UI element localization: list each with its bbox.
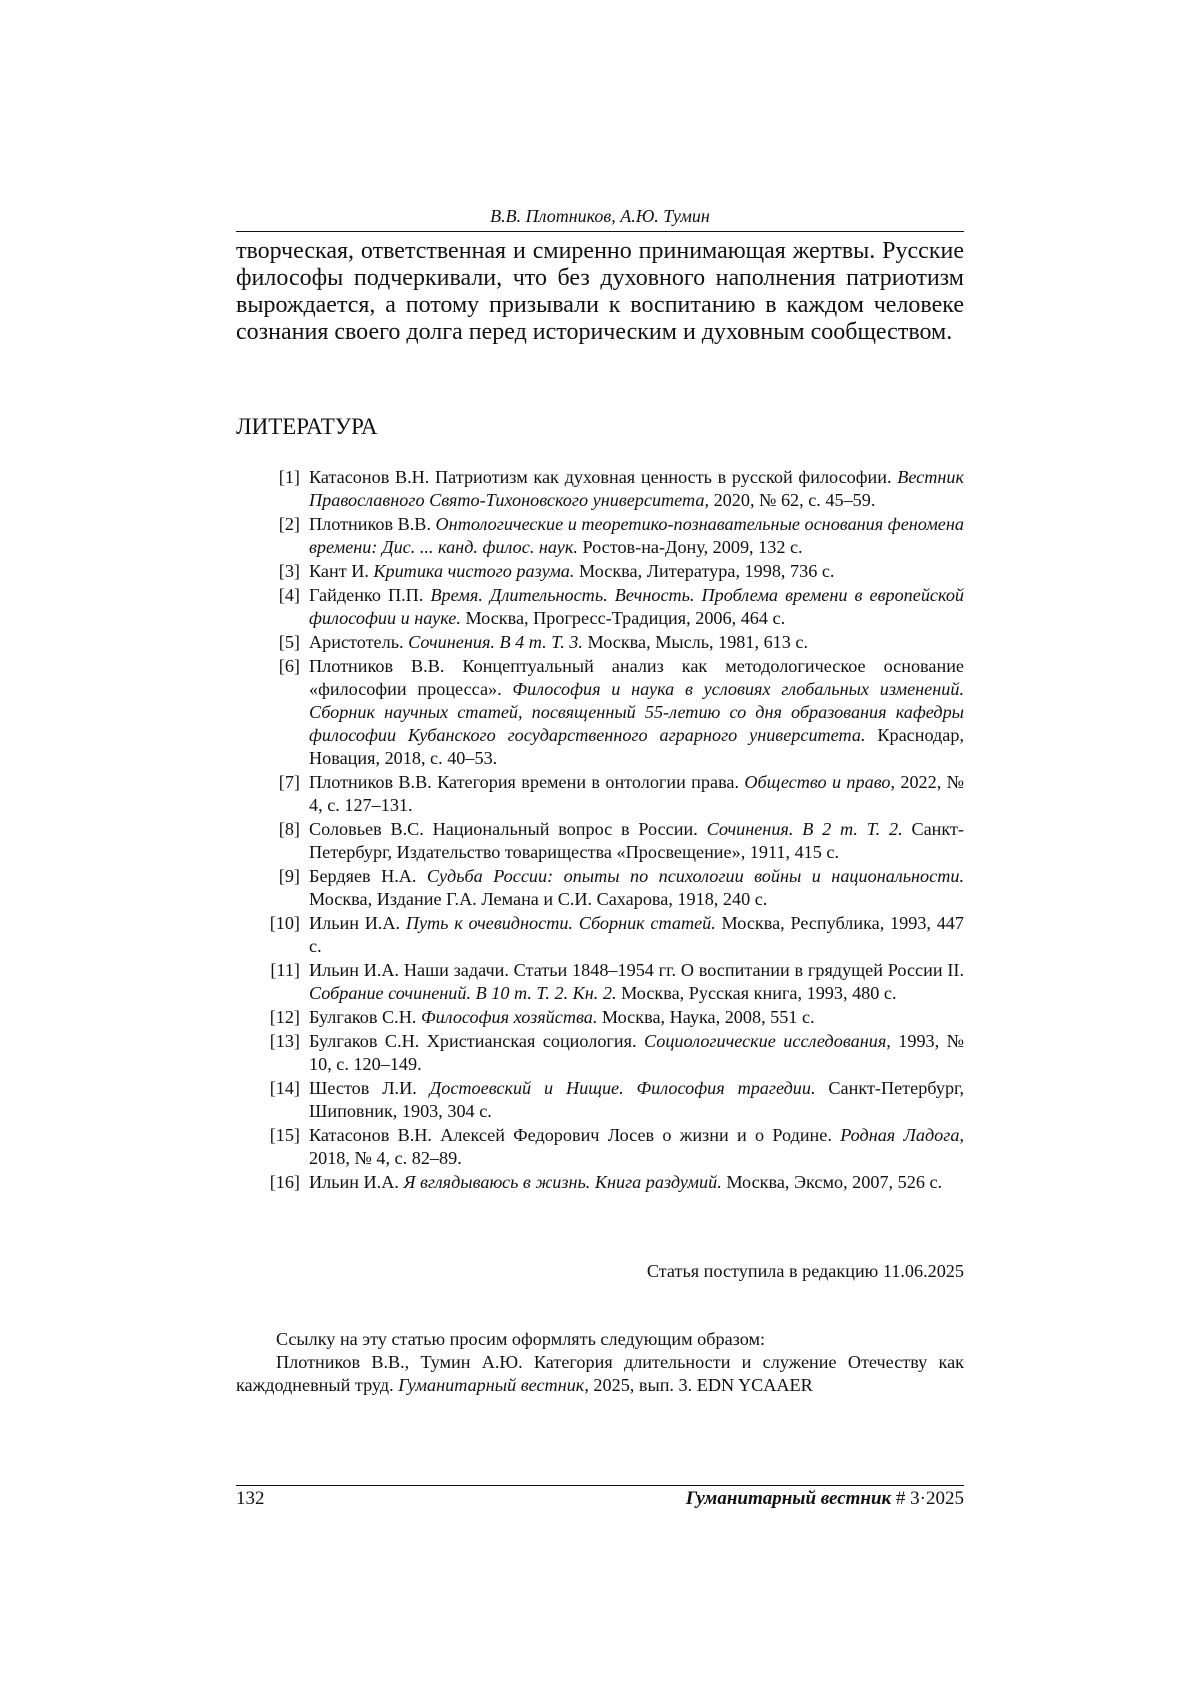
reference-details: Краснодар, Новация, 2018, с. 40–53. [309,725,964,768]
reference-author: Шестов Л.И. [309,1078,430,1098]
reference-author: Ильин И.А. [309,1172,404,1192]
reference-item [236,865,964,911]
body-paragraph: творческая, ответственная и смиренно принимающая жертвы. Русские философы подчеркивали, что без духовного наполнения патриотизм вырождается, а потому призывали к воспитанию в каждом человеке сознания своего долга перед историческим и духовным сообществом. [236,238,964,345]
reference-source: Критика чистого разума. [373,561,575,581]
reference-number: [11] [270,960,300,980]
reference-item [236,1124,964,1170]
reference-details: Ростов-на-Дону, 2009, 132 с. [577,537,803,557]
reference-source: Социологические исследования, [643,1031,891,1051]
reference-number: [7] [278,772,300,792]
reference-details: , 2018, № 4, с. 82–89. [309,1125,964,1168]
reference-author: Кант И. [309,561,374,581]
reference-source: Философия и наука в условиях глобальных изменений. Сборник научных статей, посвященный 55-летию со дня образования кафедры философии Кубанского государственного аграрного университета. [309,679,964,745]
citation-text [236,1351,964,1397]
reference-source: Время. Длительность. Вечность. Проблема времени в европейской философии и науке. [309,585,965,628]
reference-number: [2] [278,514,300,534]
citation-intro: Ссылку на эту статью просим оформлять следующим образом: [276,1329,766,1349]
reference-item [236,1077,964,1123]
reference-number: [15] [269,1125,300,1145]
reference-item [236,560,964,583]
reference-details: , 2020, № 62, с. 45–59. [704,490,876,510]
reference-source: Онтологические и теоретико-познавательные основания феномена времени: Дис. ... канд. филос. наук. [309,514,964,557]
reference-source: Собрание сочинений. В 10 т. Т. 2. Кн. 2. [309,983,617,1003]
reference-item [236,466,964,512]
reference-source: Родная Ладога [840,1125,960,1145]
reference-source: Общество и право [744,772,891,792]
footer-issue: # 3·2025 [891,1488,964,1509]
reference-author: Катасонов В.Н. Алексей Федорович Лосев о жизни и о Родине. [309,1125,841,1145]
reference-item [236,959,964,1005]
reference-number: [9] [278,866,300,886]
reference-source: Я вглядываюсь в жизнь. Книга раздумий. [403,1172,722,1192]
reference-author: Соловьев В.С. Национальный вопрос в России. [309,819,707,839]
reference-source: Сочинения. В 2 т. Т. 2. [706,819,903,839]
reference-source: Вестник Православного Свято-Тихоновского университета [309,467,964,510]
reference-number: [14] [269,1078,300,1098]
reference-item [236,655,964,770]
reference-source: Путь к очевидности. Сборник статей. [405,913,716,933]
reference-item [236,631,964,654]
reference-details: Москва, Русская книга, 1993, 480 с. [616,983,897,1003]
reference-details: Санкт-Петербург, Шиповник, 1903, 304 с. [309,1078,964,1121]
reference-item [236,513,964,559]
reference-details: Москва, Издание Г.А. Лемана и С.И. Сахарова, 1918, 240 с. [309,889,768,909]
reference-author: Ильин И.А. Наши задачи. Статьи 1848–1954 гг. О воспитании в грядущей России II. [309,960,964,980]
reference-author: Катасонов В.Н. Патриотизм как духовная ценность в русской философии. [309,467,898,487]
footer-journal [686,1488,964,1510]
citation-authors-title: Плотников В.В., Тумин А.Ю. Категория длительности и служение Отечеству как каждодневный труд. [236,1352,964,1395]
footer-journal-title: Гуманитарный вестник [685,1488,892,1509]
reference-number: [8] [278,819,300,839]
reference-item [236,1006,964,1029]
reference-details: Москва, Литература, 1998, 736 с. [574,561,835,581]
reference-item [236,1171,964,1194]
reference-number: [6] [278,656,300,676]
running-head: В.В. Плотников, А.Ю. Тумин [490,206,710,226]
reference-author: Плотников В.В. [309,514,436,534]
reference-number: [13] [269,1031,300,1051]
citation-details: , 2025, вып. 3. EDN YCAAER [584,1375,813,1395]
reference-author: Плотников В.В. Категория времени в онтологии права. [309,772,745,792]
citation-block [236,1328,964,1397]
reference-author: Плотников В.В. Концептуальный анализ как методологическое основание «философии процесса». [309,656,964,699]
reference-list [236,466,964,1195]
reference-source: Сочинения. В 4 т. Т. 3. [408,632,583,652]
reference-details: , 2022, № 4, с. 127–131. [309,772,964,815]
references-heading: ЛИТЕРАТУРА [236,414,378,439]
reference-author: Бердяев Н.А. [309,866,427,886]
reference-author: Аристотель. [309,632,409,652]
reference-item [236,771,964,817]
reference-source: Судьба России: опыты по психологии войны и национальности. [426,866,964,886]
page-number: 132 [236,1488,265,1509]
reference-details: Москва, Наука, 2008, 551 с. [597,1007,815,1027]
reference-number: [12] [269,1007,300,1027]
reference-details: 1993, № 10, с. 120–149. [309,1031,964,1074]
reference-item [236,584,964,630]
reference-number: [3] [278,561,300,581]
reference-author: Гайденко П.П. [309,585,431,605]
reference-details: Москва, Прогресс-Традиция, 2006, 464 с. [460,608,786,628]
reference-author: Булгаков С.Н. [309,1007,421,1027]
received-note: Статья поступила в редакцию 11.06.2025 [646,1261,964,1281]
reference-source: Достоевский и Нищие. Философия трагедии. [429,1078,816,1098]
reference-details: Санкт-Петербург, Издательство товарищества «Просвещение», 1911, 415 с. [309,819,964,862]
reference-details: Москва, Мысль, 1981, 613 с. [582,632,809,652]
reference-number: [1] [278,467,300,487]
reference-details: Москва, Республика, 1993, 447 с. [309,913,964,956]
reference-item [236,818,964,864]
reference-author: Ильин И.А. [309,913,406,933]
reference-number: [5] [278,632,300,652]
reference-item [236,1030,964,1076]
reference-number: [16] [269,1172,300,1192]
reference-number: [10] [269,913,300,933]
header-rule [236,231,964,232]
reference-source: Философия хозяйства. [420,1007,598,1027]
reference-number: [4] [278,585,300,605]
citation-journal: Гуманитарный вестник [398,1375,585,1395]
reference-author: Булгаков С.Н. Христианская социология. [309,1031,644,1051]
reference-item [236,912,964,958]
footer-rule [236,1485,964,1486]
reference-details: Москва, Эксмо, 2007, 526 с. [721,1172,943,1192]
